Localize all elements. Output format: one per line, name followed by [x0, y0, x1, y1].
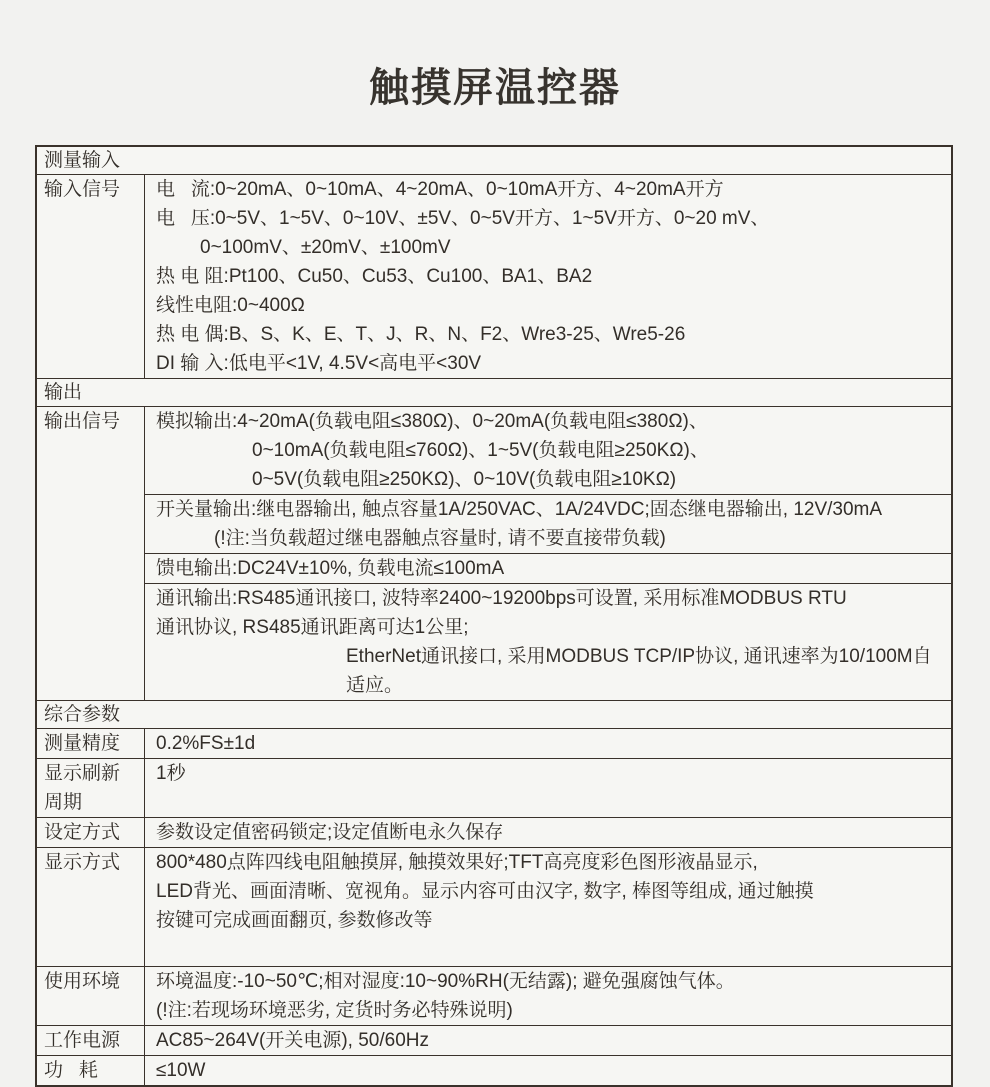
row-label-line: 测量精度: [44, 733, 121, 754]
spec-line: 0.2%FS±1d: [156, 733, 256, 754]
section-row-output: [37, 378, 951, 406]
spec-row-accuracy: [37, 728, 951, 758]
row-label: [37, 759, 145, 817]
spec-line: (!注:当负载超过继电器触点容量时, 请不要直接带负载): [214, 528, 666, 549]
spec-line: 环境温度:-10~50℃;相对湿度:10~90%RH(无结露); 避免强腐蚀气体。: [156, 971, 735, 992]
spec-line: 馈电输出:DC24V±10%, 负载电流≤100mA: [156, 558, 505, 579]
row-content: [145, 848, 951, 966]
spec-line: ≤10W: [156, 1060, 206, 1081]
section-row-measure-input: [37, 147, 951, 174]
spec-row-power-supply: [37, 1025, 951, 1055]
spec-cell: [145, 818, 951, 847]
spec-row-input-signal: [37, 174, 951, 378]
section-label: 综合参数: [44, 704, 121, 725]
row-label: [37, 818, 145, 847]
spec-line: 电 流:0~20mA、0~10mA、4~20mA、0~10mA开方、4~20mA开方: [156, 179, 724, 200]
row-label-line: 工作电源: [44, 1030, 121, 1051]
row-content: [145, 175, 951, 378]
row-label: [37, 729, 145, 758]
spec-cell: [145, 729, 951, 758]
spec-line: 电 压:0~5V、1~5V、0~10V、±5V、0~5V开方、1~5V开方、0~20 mV、: [156, 208, 770, 229]
spec-line: 通讯输出:RS485通讯接口, 波特率2400~19200bps可设置, 采用标准MODBUS RTU: [156, 588, 847, 609]
row-label: [37, 1026, 145, 1055]
spec-line: 通讯协议, RS485通讯距离可达1公里;: [156, 617, 469, 638]
spec-cell: [145, 967, 951, 1025]
spec-line: 800*480点阵四线电阻触摸屏, 触摸效果好;TFT高亮度彩色图形液晶显示,: [156, 852, 758, 873]
spec-cell: [145, 175, 951, 378]
spec-line: 热 电 偶:B、S、K、E、T、J、R、N、F2、Wre3-25、Wre5-26: [156, 324, 686, 345]
row-label-line: 使用环境: [44, 971, 121, 992]
spec-row-display-mode: [37, 847, 951, 966]
spec-cell: [145, 553, 951, 583]
row-label-line: 周期: [44, 792, 83, 813]
spec-table: [35, 145, 953, 1087]
section-label: 输出: [44, 382, 83, 403]
row-content: [145, 1026, 951, 1055]
spec-row-output-signal: [37, 406, 951, 700]
row-label: [37, 407, 145, 700]
row-content: [145, 1056, 951, 1085]
section-row-general-params: [37, 700, 951, 728]
spec-line: 开关量输出:继电器输出, 触点容量1A/250VAC、1A/24VDC;固态继电器输出, 12V/30mA: [156, 499, 883, 520]
spec-line: 按键可完成画面翻页, 参数修改等: [156, 910, 433, 931]
row-content: [145, 967, 951, 1025]
spec-line: DI 输 入:低电平<1V, 4.5V<高电平<30V: [156, 353, 482, 374]
row-label-line: 输出信号: [44, 411, 121, 432]
spec-line: 0~5V(负载电阻≥250KΩ)、0~10V(负载电阻≥10KΩ): [252, 469, 677, 490]
spec-line: 1秒: [156, 763, 186, 784]
spec-line: 0~100mV、±20mV、±100mV: [200, 237, 451, 258]
spec-line: 0~10mA(负载电阻≤760Ω)、1~5V(负载电阻≥250KΩ)、: [252, 440, 709, 461]
spec-cell: [145, 1056, 951, 1085]
spec-cell: [145, 759, 951, 817]
spec-cell: [145, 407, 951, 494]
row-label-line: 显示方式: [44, 852, 121, 873]
row-label: [37, 175, 145, 378]
row-label: [37, 1056, 145, 1085]
row-label: [37, 848, 145, 966]
row-content: [145, 729, 951, 758]
spec-cell: [145, 583, 951, 700]
spec-line: 参数设定值密码锁定;设定值断电永久保存: [156, 822, 504, 843]
row-label-line: 设定方式: [44, 822, 121, 843]
spec-line: LED背光、画面清晰、宽视角。显示内容可由汉字, 数字, 棒图等组成, 通过触摸: [156, 881, 814, 902]
row-content: [145, 818, 951, 847]
spec-row-power-consumption: [37, 1055, 951, 1085]
spec-row-environment: [37, 966, 951, 1025]
spec-line: AC85~264V(开关电源), 50/60Hz: [156, 1030, 429, 1051]
spec-line: 模拟输出:4~20mA(负载电阻≤380Ω)、0~20mA(负载电阻≤380Ω)、: [156, 411, 708, 432]
spec-row-refresh-cycle: [37, 758, 951, 817]
spec-row-setting-mode: [37, 817, 951, 847]
spec-line: 线性电阻:0~400Ω: [156, 295, 305, 316]
spec-cell: [145, 848, 951, 966]
spec-cell: [145, 494, 951, 553]
row-content: [145, 759, 951, 817]
row-label-line: 显示刷新: [44, 763, 121, 784]
spec-cell: [145, 1026, 951, 1055]
page-title: 触摸屏温控器: [369, 66, 621, 110]
section-label: 测量输入: [44, 150, 121, 171]
row-label: [37, 967, 145, 1025]
row-content: [145, 407, 951, 700]
row-label-line: 输入信号: [44, 179, 121, 200]
spec-line: (!注:若现场环境恶劣, 定货时务必特殊说明): [156, 1000, 513, 1021]
row-label-line: 功 耗: [44, 1060, 98, 1081]
spec-line: EtherNet通讯接口, 采用MODBUS TCP/IP协议, 通讯速率为10/100M自适应。: [346, 646, 932, 696]
spec-line: 热 电 阻:Pt100、Cu50、Cu53、Cu100、BA1、BA2: [156, 266, 593, 287]
